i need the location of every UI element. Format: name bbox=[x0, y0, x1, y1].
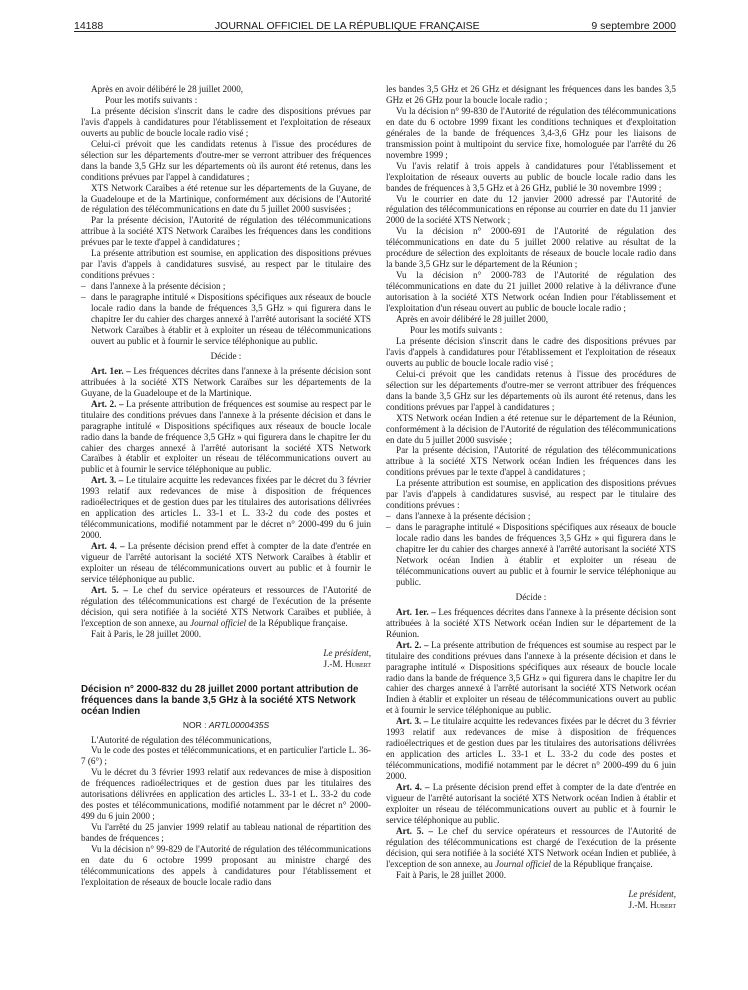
header-rule bbox=[74, 31, 676, 32]
article-text: Le chef du service opérateurs et ressources de l'Autorité de régulation des télécommunications est chargé de l'exécution de la présente décision, qui sera notifiée à la société XTS Network océan Indien et publiée, à l'exception de son annexe, au bbox=[386, 825, 676, 869]
paragraph: La présente attribution est soumise, en application des dispositions prévues par l'avis d'appels à candidatures susvisé, au respect par le titulaire des conditions prévues : bbox=[386, 478, 676, 511]
condition-item: – dans le paragraphe intitulé « Dispositions spécifiques aux réseaux de boucle locale radio dans la bande de fréquences 3,5 GHz » qui figurera dans le chapitre Ier du cahier des charges annexé à l'arrêté autorisant la société XTS Network Caraïbes à établir et à exploiter un réseau de télécommunications ouvert au public et à fournir le service téléphonique au public. bbox=[81, 292, 371, 347]
paragraph: Celui-ci prévoit que les candidats retenus à l'issue des procédures de sélection sur les départements d'outre-mer se verront attribuer des fréquences dans la bande 3,5 GHz sur les départements où ils auront été retenus, dans les conditions prévues par l'appel à candidatures ; bbox=[81, 138, 371, 182]
article-text: Le titulaire acquitte les redevances fixées par le décret du 3 février 1993 relatif aux redevances de mise à disposition de fréquences radioélectriques et de gestion dues par les titulaires des autorisations délivrées en application des articles L. 33-1 et L. 33-2 du code des postes et télécommunications, modifié notamment par le décret n° 2000-499 du 6 juin 2000. bbox=[386, 716, 677, 782]
signatory-name: J.-M. Hubert bbox=[323, 658, 371, 669]
motifs-line: Pour les motifs suivants : bbox=[410, 324, 503, 335]
paragraph: les bandes 3,5 GHz et 26 GHz et désignant les fréquences dans les bandes 3,5 GHz et 26 GHz pour la boucle locale radio ; bbox=[386, 84, 676, 105]
article-text: Les fréquences décrites dans l'annexe à la présente décision sont attribuées à la société XTS Network Caraïbes sur les départements de la Guyane, de la Guadeloupe et de la Martinique. bbox=[81, 365, 371, 398]
page-number: 14188 bbox=[74, 20, 104, 32]
article-label: Art. 2. – bbox=[396, 639, 429, 650]
page-header bbox=[74, 14, 676, 32]
right-column bbox=[386, 84, 676, 911]
article-2 bbox=[386, 640, 676, 717]
article-text: La présente décision prend effet à compter de la date d'entrée en vigueur de l'arrêté autorisant la société XTS Network Caraïbes à établir et exploiter un réseau de télécommunications ouvert au public et à fournir le service téléphonique au public. bbox=[81, 541, 371, 584]
signatory-name: J.-M. Hubert bbox=[628, 899, 676, 910]
nor-reference bbox=[81, 720, 371, 731]
nor-label: NOR : bbox=[182, 719, 207, 730]
article-label: Art. 3. – bbox=[91, 475, 124, 486]
decide-heading: Décide : bbox=[515, 591, 547, 602]
paragraph: XTS Network Caraïbes a été retenue sur les départements de la Guyane, de la Guadeloupe et de la Martinique, conformément aux décisions de l'Autorité de régulation des télécommunications en date du 5 juillet 2000 susvisées ; bbox=[81, 182, 371, 215]
paragraph: Par la présente décision, l'Autorité de régulation des télécommunications attribue à la société XTS Network océan Indien les fréquences dans les conditions prévues par le texte d'appel à candidatures ; bbox=[386, 445, 676, 478]
article-label: Art. 3. – bbox=[396, 716, 429, 727]
decide-heading: Décide : bbox=[210, 350, 242, 361]
signatory-title: Le président, bbox=[628, 888, 676, 899]
paragraph: Vu la décision n° 2000-783 de l'Autorité de régulation des télécommunications en date du 21 juillet 2000 relative à la délivrance d'une autorisation à la société XTS Network océan Indien pour l'établissement et l'exploitation d'un réseau ouvert au public de boucle locale radio ; bbox=[386, 270, 676, 314]
article-text: Les fréquences décrites dans l'annexe à la présente décision sont attribuées à la société XTS Network océan Indien sur le département de la Réunion. bbox=[386, 606, 676, 639]
article-2 bbox=[81, 399, 371, 476]
paragraph: Par la présente décision, l'Autorité de régulation des télécommunications attribue à la société XTS Network Caraïbes les fréquences dans les conditions prévues par le texte d'appel à candidatures ; bbox=[81, 215, 371, 248]
paragraph: Vu la décision n° 2000-691 de l'Autorité de régulation des télécommunications en date du 5 juillet 2000 relative au résultat de la procédure de sélection des exploitants de réseaux de boucle locale radio dans la bande 3,5 GHz sur le département de la Réunion ; bbox=[386, 226, 676, 270]
article-label: Art. 4. – bbox=[91, 541, 125, 552]
paragraph: Vu la décision n° 99-829 de l'Autorité de régulation des télécommunications en date du 6 octobre 1999 proposant au ministre chargé des télécommunications des appels à candidatures pour l'établissement et l'exploitation de réseaux de boucle locale radio dans bbox=[81, 844, 371, 887]
paragraph: L'Autorité de régulation des télécommunications, bbox=[91, 734, 272, 745]
paragraph: Celui-ci prévoit que les candidats retenus à l'issue des procédures de sélection sur les départements d'outre-mer se verront attribuer des fréquences dans la bande 3,5 GHz sur les départements où ils auront été retenus, dans les conditions prévues par l'appel à candidatures ; bbox=[386, 368, 676, 412]
article-text: La présente décision prend effet à compter de la date d'entrée en vigueur de l'arrêté autorisant la société XTS Network océan Indien à établir et exploiter un réseau de télécommunications ouvert au public et à fournir le service téléphonique au public. bbox=[386, 782, 676, 825]
condition-item: – dans l'annexe à la présente décision ; bbox=[81, 281, 371, 292]
paragraph: Vu le courrier en date du 12 janvier 2000 adressé par l'Autorité de régulation des télécommunications en réponse au courrier en date du 11 janvier 2000 de la société XTS Network ; bbox=[386, 193, 676, 226]
article-text-end: de la République française. bbox=[553, 858, 653, 869]
article-1 bbox=[81, 366, 371, 399]
article-5 bbox=[386, 826, 676, 870]
signing-place-date: Fait à Paris, le 28 juillet 2000. bbox=[396, 869, 506, 880]
article-text: La présente attribution de fréquences est soumise au respect par le titulaire des conditions prévues dans l'annexe à la présente décision et dans le paragraphe intitulé « Dispositions spécifiques aux réseaux de boucle locale radio dans la bande de fréquence 3,5 GHz » qui figurera dans le chapitre Ier du cahier des charges annexé à l'arrêté autorisant la société XTS Network océan Indien à établir et exploiter un réseau de télécommunications ouvert au public et à fournir le service téléphonique au public. bbox=[386, 639, 676, 716]
article-text: Le titulaire acquitte les redevances fixées par le décret du 3 février 1993 relatif aux redevances de mise à disposition de fréquences radioélectriques et de gestion dues par les titulaires des autorisations délivrées en application des articles L. 33-1 et L. 33-2 du code des postes et télécommunications, modifié notamment par le décret n° 2000-499 du 6 juin 2000. bbox=[81, 475, 372, 541]
article-label: Art. 2. – bbox=[91, 398, 124, 409]
nor-code: ARTL0000435S bbox=[208, 719, 270, 730]
article-3 bbox=[386, 716, 676, 782]
left-column bbox=[81, 84, 371, 888]
article-label: Art. 1er. – bbox=[91, 365, 131, 376]
decision-title: Décision n° 2000-832 du 28 juillet 2000 portant attribution de fréquences dans la bande 3,5 GHz à la société XTS Network océan Indien bbox=[81, 683, 359, 717]
article-label: Art. 5. – bbox=[91, 584, 129, 595]
paragraph: Vu le code des postes et télécommunications, et en particulier l'article L. 36-7 (6°) ; bbox=[81, 745, 371, 767]
journal-reference: Journal officiel bbox=[495, 858, 552, 869]
article-label: Art. 4. – bbox=[396, 782, 430, 793]
paragraph: Vu la décision n° 99-830 de l'Autorité de régulation des télécommunications en date du 6 octobre 1999 fixant les conditions techniques et d'exploitation générales de la bande de fréquences 3,4-3,6 GHz pour les liaisons de transmission point à multipoint du service fixe, homologuée par l'arrêté du 26 novembre 1999 ; bbox=[386, 105, 676, 160]
paragraph: XTS Network océan Indien a été retenue sur le département de la Réunion, conformément à la décision de l'Autorité de régulation des télécommunications en date du 5 juillet 2000 susvisée ; bbox=[386, 412, 676, 445]
condition-item: – dans l'annexe à la présente décision ; bbox=[386, 511, 676, 522]
journal-reference: Journal officiel bbox=[190, 617, 247, 628]
article-label: Art. 5. – bbox=[396, 825, 434, 836]
article-4 bbox=[386, 782, 676, 826]
article-4 bbox=[81, 541, 371, 585]
deliberation-line: Après en avoir délibéré le 28 juillet 2000, bbox=[91, 84, 244, 94]
signatory-title: Le président, bbox=[323, 647, 371, 658]
journal-title: JOURNAL OFFICIEL DE LA RÉPUBLIQUE FRANÇAISE bbox=[214, 20, 480, 32]
paragraph: Vu le décret du 3 février 1993 relatif aux redevances de mise à disposition de fréquences radioélectriques et de gestion dues par les titulaires des autorisations délivrées en application des articles L. 33-1 et L. 33-2 du code des postes et télécommunications, modifié notamment par le décret n° 2000-499 du 6 juin 2000 ; bbox=[81, 767, 371, 822]
paragraph: Vu l'arrêté du 25 janvier 1999 relatif au tableau national de répartition des bandes de fréquences ; bbox=[81, 822, 371, 844]
deliberation-line: Après en avoir délibéré le 28 juillet 2000, bbox=[396, 314, 549, 325]
publication-date: 9 septembre 2000 bbox=[591, 20, 676, 32]
signing-place-date: Fait à Paris, le 28 juillet 2000. bbox=[91, 628, 201, 639]
condition-item: – dans le paragraphe intitulé « Dispositions spécifiques aux réseaux de boucle locale radio dans les bandes de fréquences 3,5 GHz » qui figurera dans le chapitre Ier du cahier des charges annexé à l'arrêté autorisant la société XTS Network océan Indien à établir et exploiter un réseau de télécommunications ouvert au public et à fournir le service téléphonique au public. bbox=[386, 522, 676, 588]
article-text-end: de la République française. bbox=[248, 617, 348, 628]
paragraph: Vu l'avis relatif à trois appels à candidatures pour l'établissement et l'exploitation de réseaux ouverts au public de boucle locale radio dans les bandes de fréquences à 3,5 GHz et à 26 GHz, publié le 30 novembre 1999 ; bbox=[386, 160, 676, 193]
paragraph: La présente décision s'inscrit dans le cadre des dispositions prévues par l'avis d'appels à candidatures pour l'établissement et l'exploitation de réseaux ouverts au public de boucle locale radio visé ; bbox=[81, 105, 371, 138]
paragraph: La présente attribution est soumise, en application des dispositions prévues par l'avis d'appels à candidatures susvisé, au respect par le titulaire des conditions prévues : bbox=[81, 248, 371, 281]
article-3 bbox=[81, 475, 371, 541]
article-text: Le chef du service opérateurs et ressources de l'Autorité de régulation des télécommunications est chargé de l'exécution de la présente décision, qui sera notifiée à la société XTS Network Caraïbes et publiée, à l'exception de son annexe, au bbox=[81, 584, 371, 628]
paragraph: La présente décision s'inscrit dans le cadre des dispositions prévues par l'avis d'appels à candidatures pour l'établissement et l'exploitation de réseaux ouverts au public de boucle locale radio visé ; bbox=[386, 335, 676, 368]
article-label: Art. 1er. – bbox=[396, 606, 436, 617]
article-5 bbox=[81, 585, 371, 629]
article-text: La présente attribution de fréquences est soumise au respect par le titulaire des conditions prévues dans l'annexe à la présente décision et dans le paragraphe intitulé « Dispositions spécifiques aux réseaux de boucle locale radio dans la bande de fréquence 3,5 GHz » qui figurera dans le chapitre Ier du cahier des charges annexé à l'arrêté autorisant la société XTS Network Caraïbes à établir et exploiter un réseau de télécommunications ouvert au public et à fournir le service téléphonique au public. bbox=[81, 398, 371, 475]
motifs-line: Pour les motifs suivants : bbox=[105, 94, 198, 105]
article-1 bbox=[386, 607, 676, 640]
